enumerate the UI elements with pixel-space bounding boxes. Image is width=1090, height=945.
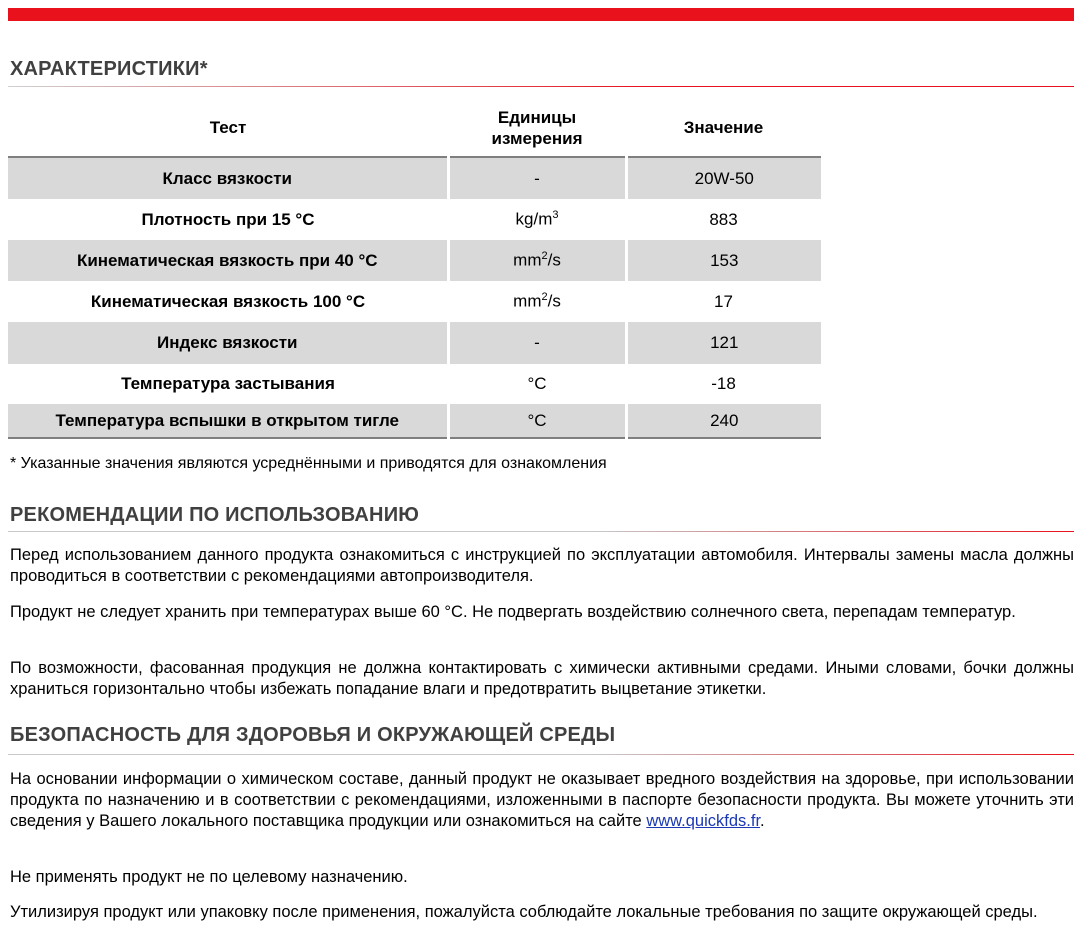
column-header-units	[448, 100, 626, 157]
cell-test: Кинематическая вязкость 100 °C	[8, 281, 448, 322]
cell-test: Плотность при 15 °C	[8, 199, 448, 240]
recommendations-rule	[8, 531, 1074, 532]
table-row	[8, 240, 821, 281]
unit-text: mm	[513, 291, 542, 311]
column-header-test: Тест	[8, 100, 448, 157]
cell-unit	[448, 404, 626, 438]
column-header-value: Значение	[626, 100, 821, 157]
unit-superscript: 2	[541, 250, 548, 263]
cell-unit	[448, 157, 626, 199]
characteristics-table	[8, 100, 821, 439]
unit-text-after: /s	[547, 291, 561, 311]
safety-rule	[8, 754, 1074, 755]
recommendation-paragraph: По возможности, фасованная продукция не должна контактировать с химически активными средами. Иными словами, бочки должны храниться горизонтально чтобы избежать попадание влаги и предотвратить выцветание этикетки.	[10, 659, 1074, 698]
cell-test: Температура вспышки в открытом тигле	[8, 404, 448, 438]
cell-value: 121	[626, 322, 821, 364]
unit-text: °C	[527, 374, 547, 393]
unit-text: -	[534, 333, 540, 352]
recommendation-paragraph: Продукт не следует хранить при температурах выше 60 °C. Не подвергать воздействию солнечного света, перепадам температур.	[10, 603, 1016, 621]
unit-text: -	[534, 168, 540, 188]
cell-test: Класс вязкости	[8, 157, 448, 199]
recommendations-title: РЕКОМЕНДАЦИИ ПО ИСПОЛЬЗОВАНИЮ	[10, 504, 420, 526]
safety-paragraph: Утилизируя продукт или упаковку после применения, пожалуйста соблюдайте локальные требования по защите окружающей среды.	[10, 903, 1038, 921]
cell-value: 883	[626, 199, 821, 240]
characteristics-rule	[8, 86, 1074, 87]
recommendation-paragraph: Перед использованием данного продукта ознакомиться с инструкцией по эксплуатации автомобиля. Интервалы замены масла должны проводиться в соответствии с рекомендациями автопроизводителя.	[10, 546, 1074, 585]
cell-test: Индекс вязкости	[8, 322, 448, 364]
table-row	[8, 157, 821, 199]
cell-unit	[448, 281, 626, 322]
safety-paragraph-text: На основании информации о химическом составе, данный продукт не оказывает вредного воздействия на здоровье, при использовании продукта по назначению и в соответствии с рекомендациями, изложенными в паспорте безопасности продукта. Вы можете уточнить эти сведения у Вашего локального поставщика продукции или ознакомиться на сайте	[10, 770, 1074, 830]
table-row	[8, 322, 821, 364]
cell-unit	[448, 322, 626, 364]
table-row	[8, 364, 821, 404]
safety-paragraph-end: .	[760, 812, 765, 830]
cell-unit	[448, 199, 626, 240]
footnote: * Указанные значения являются усреднёнными и приводятся для ознакомления	[10, 455, 607, 472]
table-row	[8, 281, 821, 322]
column-header-units-label: Единицы измерения	[491, 108, 583, 148]
cell-test: Кинематическая вязкость при 40 °C	[8, 240, 448, 281]
table-row	[8, 404, 821, 438]
table-row	[8, 199, 821, 240]
characteristics-title: ХАРАКТЕРИСТИКИ*	[10, 58, 208, 80]
unit-text-after: /s	[547, 250, 561, 270]
unit-text: °C	[527, 410, 547, 430]
unit-superscript: 3	[552, 209, 559, 222]
top-red-bar	[8, 8, 1074, 21]
cell-value: 20W-50	[626, 157, 821, 199]
cell-unit	[448, 364, 626, 404]
cell-test: Температура застывания	[8, 364, 448, 404]
safety-title: БЕЗОПАСНОСТЬ ДЛЯ ЗДОРОВЬЯ И ОКРУЖАЮЩЕЙ СРЕДЫ	[10, 724, 616, 746]
unit-superscript: 2	[541, 291, 548, 304]
unit-text: kg/m	[515, 209, 553, 229]
cell-value: -18	[626, 364, 821, 404]
cell-value: 153	[626, 240, 821, 281]
safety-paragraph	[10, 769, 1074, 832]
cell-value: 17	[626, 281, 821, 322]
quickfds-link[interactable]: www.quickfds.fr	[646, 812, 761, 830]
cell-unit	[448, 240, 626, 281]
unit-text: mm	[513, 250, 542, 270]
table-header-row	[8, 100, 821, 157]
cell-value: 240	[626, 404, 821, 438]
safety-paragraph: Не применять продукт не по целевому назначению.	[10, 868, 408, 886]
